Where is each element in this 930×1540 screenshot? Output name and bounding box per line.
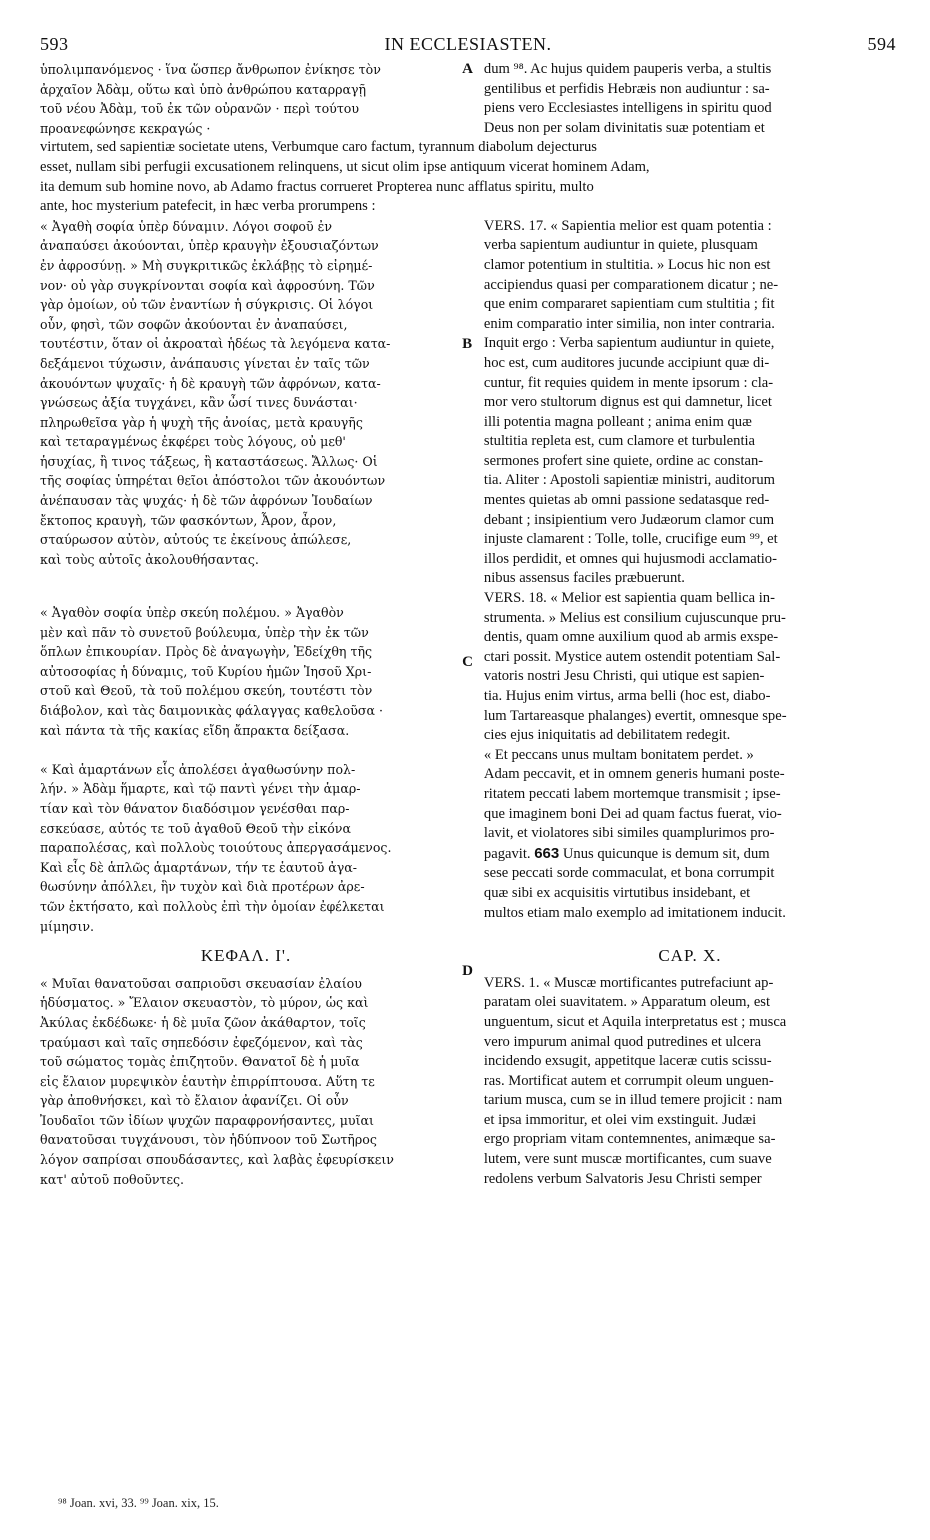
text-line: esset, nullam sibi perfugii excusationem relinquens, ut sicut olim ipse antiquum vicerat hominem Adam,	[40, 158, 650, 175]
text-line: σταύρωσον αὐτὸν, αὐτούς τε ἐκείνους ἀπώλεσε,	[40, 532, 352, 548]
text-line: strumenta. » Melius est consilium cujuscunque pru-	[483, 609, 786, 626]
text-line: illos perdidit, et omnes qui hujusmodi acclamatio-	[483, 550, 777, 567]
text-line: clamor potentium in stultitia. » Locus hic non est	[483, 256, 771, 273]
chapter-section	[40, 936, 896, 1189]
text-fragment: Unus quicunque is demum sit, dum	[562, 845, 770, 862]
text-line: VERS. 1. « Muscæ mortificantes putrefaciunt ap-	[483, 974, 774, 991]
text-line: enim comparatio inter similia, non inter contraria.	[483, 315, 775, 332]
text-line: VERS. 18. « Melior est sapientia quam bellica in-	[483, 590, 775, 607]
text-line: ὑπολιμπανόμενος · ἵνα ὥσπερ ἄνθρωπον ἐνίκησε τὸν	[40, 62, 381, 77]
text-line: Καὶ εἷς δὲ ἁπλῶς ἁμαρτάνων, τήν τε ἑαυτοῦ ἀγα-	[40, 859, 358, 875]
text-line: τῆς σοφίας ὑπηρέται θεῖοι ἀπόστολοι τῶν ἀκουόντων	[40, 473, 386, 489]
text-line: τίαν καὶ τὸν θάνατον διαδόσιμον γενέσθαι παρ-	[40, 800, 350, 816]
text-line: θανατοῦσαι τυγχάνουσι, τὸν ἡδύπνοον τοῦ Σωτῆρος	[40, 1132, 377, 1148]
text-line: nibus assensus faciles præbuerunt.	[483, 570, 685, 587]
text-line: Adam peccavit, et in omnem generis humani poste-	[483, 766, 785, 783]
greek-column-top	[40, 60, 452, 138]
text-line: lavit, et violatores sibi similes quamplurimos pro-	[483, 825, 775, 842]
text-line: multos etiam malo exemplo ad imitationem inducit.	[483, 904, 786, 921]
text-line: νον· οὐ γὰρ συγκρίνονται σοφία καὶ ἀφροσύνη. Τῶν	[40, 277, 375, 293]
text-line: « Ἀγαθὴ σοφία ὑπὲρ δύναμιν. Λόγοι σοφοῦ ἐν	[40, 218, 333, 234]
text-line: κατ' αὐτοῦ ποθοῦντες.	[40, 1171, 185, 1187]
text-line: tia. Hujus enim virtus, arma belli (hoc est, diabo-	[483, 688, 771, 704]
text-line: Inquit ergo : Verba sapientum audiuntur in quiete,	[483, 335, 775, 352]
text-line: dum ⁹⁸. Ac hujus quidem pauperis verba, a stultis	[483, 61, 772, 77]
greek-column	[40, 746, 452, 936]
text-line: τῶν ἐκτήσατο, καὶ πολλοὺς ἐπὶ τὴν ὁμοίαν ἐφέλκεται	[40, 898, 385, 914]
latin-column	[484, 746, 896, 936]
text-line: ritatem peccati labem mortemque transmisit ; ipse-	[483, 785, 781, 802]
text-line: quæ sibi ex acquisitis virtutibus insidebant, et	[483, 884, 751, 901]
greek-chapter-heading: ΚΕΦΑΛ. Ι'.	[200, 946, 292, 966]
text-line: cies ejus iniquitatis ad debilitatem redegit.	[483, 727, 731, 744]
text-line: piens vero Ecclesiastes intelligens in spiritu quod	[483, 100, 772, 117]
text-line: gentilibus et perfidis Hebræis non audiuntur : sa-	[483, 80, 770, 97]
text-line: unguentum, sicut et Aquila interpretatus est ; musca	[483, 1013, 787, 1030]
text-line: sermones profert sine quiete, ordine ac constan-	[483, 452, 764, 469]
text-line: στοῦ καὶ Θεοῦ, τὰ τοῦ πολέμου σκεύη, τουτέστι τὸν	[40, 683, 373, 699]
text-line: τοῦ σώματος τομὰς ἐπιζητοῦν. Θανατοῖ δὲ ἡ μυῖα	[40, 1054, 360, 1070]
text-line: injuste clamarent : Tolle, tolle, crucifige eum ⁹⁹, et	[483, 531, 778, 548]
text-line: λήν. » Ἀδὰμ ἥμαρτε, καὶ τῷ παντὶ γένει τὴν ἁμαρ-	[40, 781, 361, 797]
text-line: paratam olei suavitatem. » Apparatum oleum, est	[483, 994, 771, 1011]
text-line: ὅπλων ἐπικουρίαν. Πρὸς δὲ ἀναγωγὴν, Ἐδείχθη τῆς	[40, 644, 373, 660]
margin-letter-b: B	[462, 335, 473, 352]
latin-chapter-heading: CAP. X.	[658, 946, 722, 966]
text-line: ctari possit. Mystice autem ostendit potentiam Sal-	[483, 648, 781, 665]
text-line: ἡδύσματος. » Ἔλαιον σκευαστὸν, τὸ μύρον, ὡς καὶ	[40, 995, 369, 1011]
text-line: εσκεύασε, αὐτός τε τοῦ ἀγαθοῦ Θεοῦ τὴν εἰκόνα	[40, 820, 351, 836]
text-line: que imaginem boni Dei ad quam factus fuerat, vio-	[483, 805, 782, 822]
text-line	[484, 844, 896, 865]
margin-letter-c: C	[462, 654, 473, 671]
verse-18-section	[40, 589, 896, 746]
text-line: ἀνέπαυσαν τὰς ψυχάς· ἡ δὲ τῶν ἀφρόνων Ἰουδαίων	[40, 493, 373, 509]
text-line: vatoris nostri Jesu Christi, qui utique est sapien-	[483, 668, 765, 685]
latin-column	[484, 217, 896, 589]
text-line: VERS. 17. « Sapientia melior est quam potentia :	[483, 217, 772, 234]
text-line: vero impurum animal quod putredines et ulcera	[483, 1033, 762, 1050]
greek-column	[40, 217, 452, 589]
text-line: αὐτοσοφίας ἡ δύναμις, τοῦ Κυρίου ἡμῶν Ἰησοῦ Χρι-	[40, 663, 372, 679]
text-fragment: pagavit.	[483, 845, 531, 862]
text-line: accipiendus quasi per comparationem dicatur ; ne-	[483, 276, 779, 293]
text-line: que enim compararet sapientiam cum stultitia ; fit	[483, 296, 775, 313]
text-line: ἀρχαῖον Ἀδὰμ, οὕτω καὶ ὑπὸ ἀνθρώπου καταρραγῇ	[40, 81, 367, 97]
text-line: mor vero stultorum dignus est qui damnetur, licet	[483, 394, 772, 411]
text-line: virtutem, sed sapientiæ societate utens, Verbumque caro factum, tyrannum diabolum dejecturus	[40, 139, 597, 156]
footnotes: ⁹⁸ Joan. xvi, 33. ⁹⁹ Joan. xix, 15.	[58, 1496, 219, 1510]
text-line: et ipsa immoritur, et olei vim exstinguit. Judæi	[483, 1111, 757, 1128]
text-line: « Μυῖαι θανατοῦσαι σαπριοῦσι σκευασίαν ἐλαίου	[40, 975, 362, 991]
text-line: δεξάμενοι τύχωσιν, ἀνάπαυσις γίνεται ἐν ταῖς τῶν	[40, 355, 370, 371]
text-line: τοῦ νέου Ἀδὰμ, τοῦ ἐκ τῶν οὐρανῶν · περὶ τούτου	[40, 101, 360, 117]
text-line: lutem, vere sunt muscæ mortificantes, cum suave	[483, 1151, 772, 1168]
text-line: Ἰουδαῖοι τῶν ἰδίων ψυχῶν παραφρονήσαντες, μυῖαι	[40, 1112, 374, 1128]
text-line: παραπολέσας, καὶ πολλοὺς τοιούτους ἀπεργασάμενος.	[40, 840, 392, 856]
page-number-right: 594	[867, 34, 896, 54]
text-line: ἔκτοπος κραυγὴ, τῶν φασκόντων, Ἆρον, ἆρον,	[40, 512, 337, 528]
text-line: καὶ τεταραγμένως ἐκφέρει τοὺς λόγους, οὐ μεθ'	[40, 434, 346, 450]
text-line: καὶ πάντα τὰ τῆς κακίας εἴδη ἄπρακτα δείξασα.	[40, 722, 350, 738]
text-line: μὲν καὶ πᾶν τὸ συνετοῦ βούλευμα, ὑπὲρ τὴν ἐκ τῶν	[40, 624, 369, 640]
text-line: « Ἀγαθὸν σοφία ὑπὲρ σκεύη πολέμου. » Ἀγαθὸν	[40, 605, 344, 621]
text-line: λόγον σαπρίσαι σπουδάσαντες, καὶ λαβὰς ἐφευρίσκειν	[40, 1152, 394, 1168]
text-line: τουτέστιν, ὅταν οἱ ἀκροαταὶ ἡδέως τὰ λεγόμενα κατα-	[40, 336, 391, 352]
latin-full-width	[40, 138, 896, 216]
text-line: ita demum sub homine novo, ab Adamo fractus corrueret Propterea nunc afflatus spiritu, multo	[40, 178, 594, 195]
margin-letter-d: D	[462, 962, 473, 979]
text-line: dentis, quam omne auxilium quod ab armis exspe-	[483, 629, 779, 646]
text-line: ἐν ἀφροσύνῃ. » Μὴ συγκριτικῶς ἐκλάβῃς τὸ εἰρημέ-	[40, 257, 373, 273]
latin-column	[484, 936, 896, 1189]
text-line: illi potentia magna polleant ; anima enim quæ	[483, 413, 752, 430]
text-line: hoc est, cum auditores jucunde accipiunt quæ di-	[483, 354, 770, 371]
latin-column	[484, 589, 896, 746]
text-line: tia. Aliter : Apostoli sapientiæ ministri, auditorum	[483, 472, 775, 489]
margin-letter-a: A	[462, 61, 473, 77]
text-line: cuntur, fit requies quidem in mente ipsorum : cla-	[483, 374, 774, 391]
text-line: οὖν, φησὶ, τῶν σοφῶν ἀκούονται ἐν ἀναπαύσει,	[40, 316, 348, 332]
greek-column	[40, 589, 452, 746]
text-line: lum Tartareasque phalanges) evertit, omnesque spe-	[483, 707, 787, 724]
text-line: « Et peccans unus multam bonitatem perdet. »	[483, 746, 754, 763]
text-line: γνώσεως ἀξία τυγχάνει, κἂν ὦσί τινες δυνάσται·	[40, 395, 358, 411]
text-line: ἡσυχίας, ἢ τινος τάξεως, ἢ καταστάσεως. Ἄλλως· Οἱ	[40, 453, 378, 469]
page-number-left: 593	[40, 34, 69, 54]
text-line: redolens verbum Salvatoris Jesu Christi semper	[483, 1170, 762, 1187]
text-line: incidendo exsugit, appetitque laceræ cutis scissu-	[483, 1053, 772, 1070]
text-line: πληρωθεῖσα γὰρ ἡ ψυχὴ τῆς ἀνοίας, μετὰ κραυγῆς	[40, 414, 363, 430]
text-line: προανεφώνησε κεκραγώς ·	[40, 120, 211, 136]
text-line: mentes quietas ab omni passione sedatasque red-	[483, 492, 770, 509]
text-line: verba sapientum audiuntur in quiete, plusquam	[483, 237, 758, 254]
running-title: IN ECCLESIASTEN.	[384, 34, 552, 54]
latin-column-top	[484, 60, 896, 138]
verse-17-section	[40, 217, 896, 589]
text-line: ante, hoc mysterium patefecit, in hæc verba prorumpens :	[40, 198, 376, 215]
text-line: ras. Mortificat autem et corrumpit oleum unguen-	[483, 1072, 774, 1089]
text-line: stultitia repleta est, cum clamore et turbulentia	[483, 433, 756, 450]
text-line: sese peccati sorde commaculat, et bona corrumpit	[483, 865, 775, 882]
text-line: γὰρ ἀποθνήσκει, καὶ τὸ ἔλαιον ἀφανίζει. Οἱ οὖν	[40, 1093, 349, 1109]
text-line: διάβολον, καὶ τὰς δαιμονικὰς φάλαγγας καθελοῦσα ·	[40, 703, 384, 718]
text-line: « Καὶ ἁμαρτάνων εἷς ἀπολέσει ἀγαθωσύνην πολ-	[40, 761, 356, 777]
text-line: Ἀκύλας ἐκδέδωκε· ἡ δὲ μυῖα ζῶον ἀκάθαρτον, τοῖς	[40, 1014, 366, 1030]
text-line: tarium musca, cum se in illud temere projicit : nam	[483, 1092, 783, 1109]
text-line: ἀκουόντων ψυχαῖς· ἡ δὲ κραυγὴ τῶν ἀφρόνων, κατα-	[40, 375, 381, 391]
text-line: γὰρ ὁμοίων, οὐ τῶν ἐναντίων ἡ σύγκρισις. Οἱ λόγοι	[40, 297, 374, 313]
text-line: τραύμασι καὶ ταῖς σηπεδόσιν ἐφεζόμενον, καὶ τὰς	[40, 1034, 363, 1050]
text-line: Deus non per solam divinitatis suæ potentiam et	[483, 119, 765, 136]
text-line: μίμησιν.	[40, 918, 95, 934]
column-number: 663	[534, 844, 560, 862]
text-line: debant ; insipientium vero Judæorum clamor cum	[483, 511, 775, 528]
text-line: καὶ τοὺς αὐτοῖς ἀκολουθήσαντας.	[40, 551, 259, 567]
greek-column	[40, 936, 452, 1189]
top-section	[40, 60, 896, 138]
text-line: ergo propriam vitam contemnentes, animæque sa-	[483, 1131, 776, 1148]
text-line: ἀναπαύσει ἀκούονται, ὑπὲρ κραυγὴν ἐξουσιαζόντων	[40, 238, 379, 254]
text-line: εἰς ἔλαιον μυρεψικὸν ἑαυτὴν ἐπιρρίπτουσα. Αὕτη τε	[40, 1073, 375, 1089]
text-line: θωσύνην ἀπόλλει, ἣν τυχὸν καὶ διὰ προτέρων ἀρε-	[40, 879, 365, 895]
running-header	[40, 34, 896, 60]
